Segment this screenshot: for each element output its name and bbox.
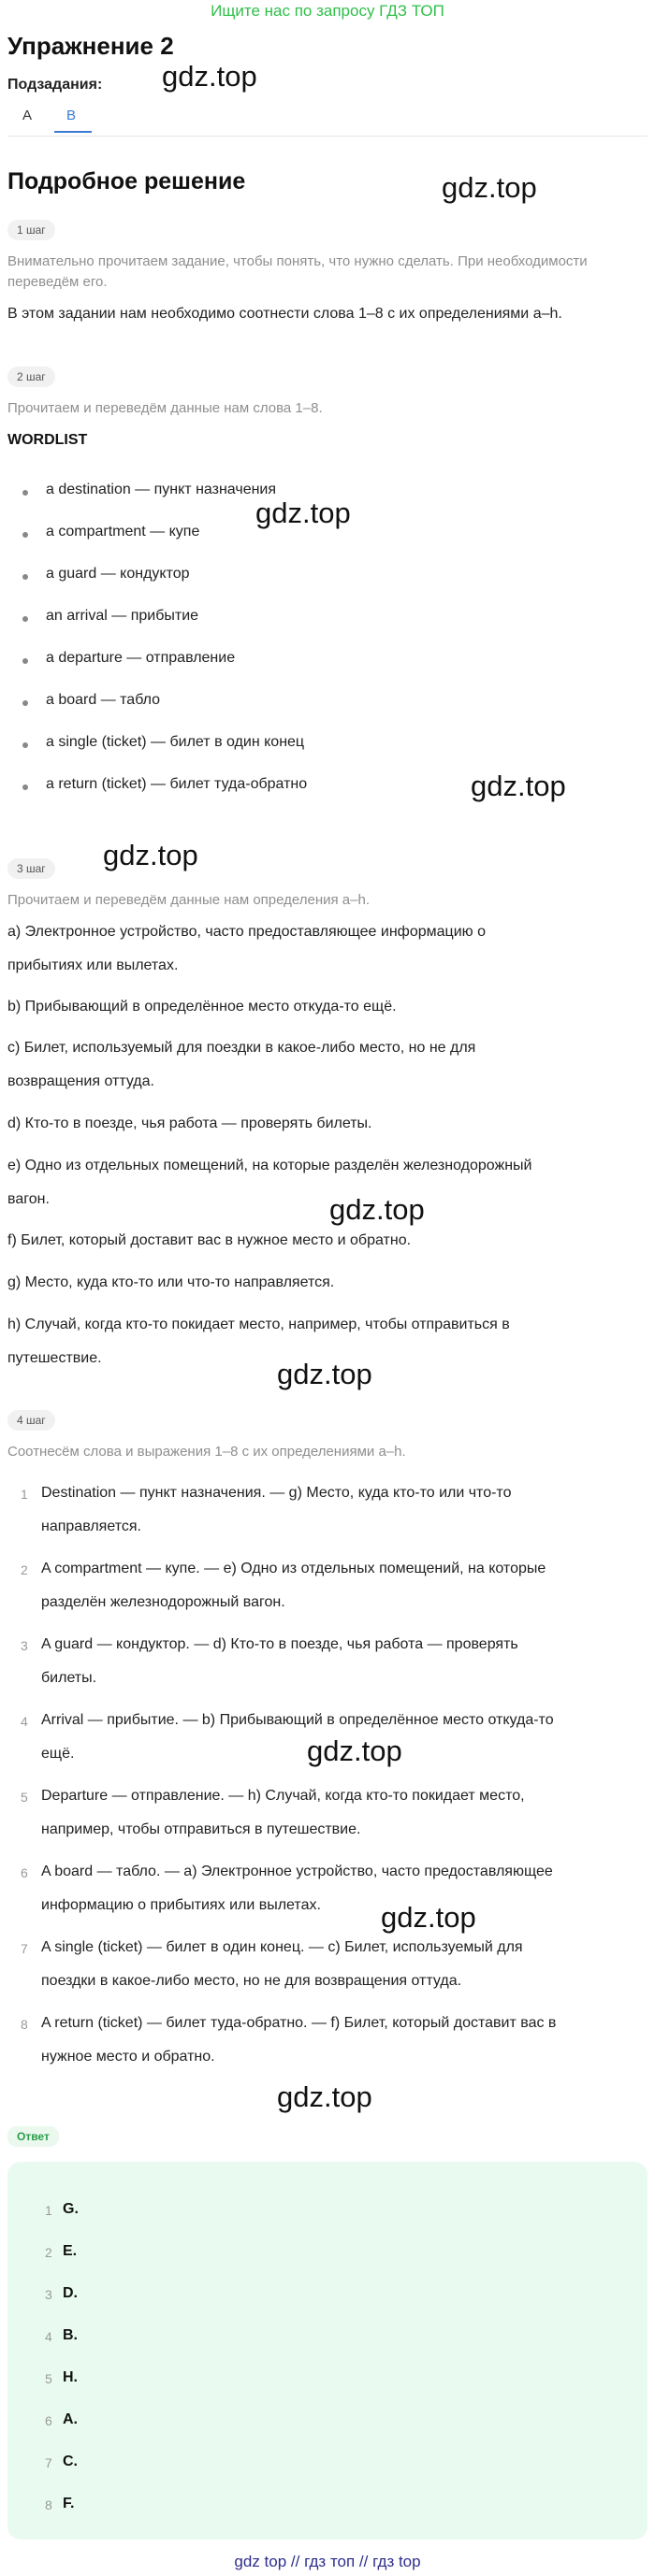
answer-value: C. bbox=[63, 2454, 78, 2469]
bullet bbox=[22, 616, 28, 622]
step-chip: 3 шаг bbox=[7, 858, 55, 879]
watermark: gdz.top bbox=[103, 839, 198, 871]
step-text: В этом задании нам необходимо соотнести слова 1–8 с их определениями a–h. bbox=[7, 306, 562, 322]
watermark: gdz.top bbox=[255, 496, 351, 529]
match-line: A board — табло. — a) Электронное устройство, часто предоставляющее bbox=[41, 1864, 553, 1879]
wordlist-title: WORDLIST bbox=[7, 432, 88, 448]
answer-box bbox=[7, 2162, 648, 2540]
list-item: a return (ticket) — билет туда-обратно bbox=[46, 776, 308, 792]
match-line: нужное место и обратно. bbox=[41, 2049, 215, 2065]
bullet bbox=[22, 784, 28, 790]
list-item: a single (ticket) — билет в один конец bbox=[46, 734, 305, 750]
step-hint: Соотнесём слова и выражения 1–8 с их определениями a–h. bbox=[7, 1444, 406, 1460]
search-banner: Ищите нас по запросу ГДЗ ТОП bbox=[211, 2, 444, 20]
bullet bbox=[22, 574, 28, 580]
page-title: Упражнение 2 bbox=[7, 32, 174, 60]
definition-line: g) Место, куда кто-то или что-то направляется. bbox=[7, 1274, 335, 1290]
bullet bbox=[22, 532, 28, 538]
definition-line: c) Билет, используемый для поездки в какое-либо место, но не для bbox=[7, 1040, 476, 1056]
bullet bbox=[22, 742, 28, 748]
divider bbox=[7, 136, 648, 137]
step-hint: Прочитаем и переведём данные нам слова 1–8. bbox=[7, 400, 323, 416]
match-line: разделён железнодорожный вагон. bbox=[41, 1594, 285, 1610]
list-item: a destination — пункт назначения bbox=[46, 482, 277, 497]
watermark: gdz.top bbox=[381, 1901, 476, 1934]
definition-line: путешествие. bbox=[7, 1350, 102, 1366]
subtasks-label: Подзадания: bbox=[7, 77, 103, 93]
match-line: Destination — пункт назначения. — g) Место, куда кто-то или что-то bbox=[41, 1485, 512, 1501]
tab-b[interactable]: B bbox=[66, 108, 77, 123]
match-line: A compartment — купе. — e) Одно из отдельных помещений, на которые bbox=[41, 1561, 546, 1576]
answer-value: H. bbox=[63, 2369, 78, 2385]
match-line: информацию о прибытиях или вылетах. bbox=[41, 1897, 321, 1913]
definition-line: возвращения оттуда. bbox=[7, 1073, 154, 1089]
step-hint: переведём его. bbox=[7, 274, 108, 290]
answer-number: 6 bbox=[45, 2413, 52, 2428]
bullet bbox=[22, 658, 28, 664]
match-line: например, чтобы отправиться в путешествие. bbox=[41, 1821, 361, 1837]
definition-line: f) Билет, который доставит вас в нужное место и обратно. bbox=[7, 1232, 412, 1248]
definition-line: a) Электронное устройство, часто предоставляющее информацию о bbox=[7, 924, 486, 940]
match-line: направляется. bbox=[41, 1518, 141, 1534]
answer-value: B. bbox=[63, 2327, 78, 2343]
list-item: a guard — кондуктор bbox=[46, 566, 190, 582]
answer-number: 2 bbox=[45, 2245, 52, 2260]
definition-line: b) Прибывающий в определённое место откуда-то ещё. bbox=[7, 999, 397, 1015]
bullet bbox=[22, 700, 28, 706]
match-line: A return (ticket) — билет туда-обратно. — f) Билет, который доставит вас в bbox=[41, 2015, 557, 2031]
list-item: a departure — отправление bbox=[46, 650, 236, 666]
section-title: Подробное решение bbox=[7, 168, 246, 194]
answer-value: A. bbox=[63, 2411, 78, 2427]
definition-line: прибытиях или вылетах. bbox=[7, 957, 179, 973]
answer-number: 4 bbox=[45, 2329, 52, 2344]
list-number: 8 bbox=[21, 2017, 28, 2032]
watermark: gdz.top bbox=[277, 2080, 372, 2113]
bullet bbox=[22, 490, 28, 496]
step-hint: Внимательно прочитаем задание, чтобы понять, что нужно сделать. При необходимости bbox=[7, 253, 588, 269]
answer-value: E. bbox=[63, 2243, 78, 2259]
answer-number: 8 bbox=[45, 2497, 52, 2512]
definition-line: h) Случай, когда кто-то покидает место, например, чтобы отправиться в bbox=[7, 1317, 510, 1332]
answer-number: 3 bbox=[45, 2287, 52, 2302]
answer-number: 5 bbox=[45, 2371, 52, 2386]
list-number: 6 bbox=[21, 1865, 28, 1880]
answer-value: G. bbox=[63, 2201, 79, 2217]
answer-number: 7 bbox=[45, 2455, 52, 2470]
match-line: A single (ticket) — билет в один конец. — c) Билет, используемый для bbox=[41, 1939, 523, 1955]
watermark: gdz.top bbox=[277, 1358, 372, 1390]
match-line: A guard — кондуктор. — d) Кто-то в поезде, чья работа — проверять bbox=[41, 1636, 518, 1652]
list-number: 7 bbox=[21, 1941, 28, 1956]
step-chip: 2 шаг bbox=[7, 367, 55, 387]
answer-value: F. bbox=[63, 2496, 75, 2511]
definition-line: вагон. bbox=[7, 1191, 50, 1207]
list-item: a board — табло bbox=[46, 692, 161, 708]
match-line: Departure — отправление. — h) Случай, когда кто-то покидает место, bbox=[41, 1788, 525, 1804]
list-number: 4 bbox=[21, 1714, 28, 1729]
match-line: поездки в какое-либо место, но не для возвращения оттуда. bbox=[41, 1973, 462, 1989]
footer-links[interactable]: gdz top // гдз топ // гдз top bbox=[234, 2553, 421, 2570]
list-item: an arrival — прибытие bbox=[46, 608, 199, 624]
definition-line: e) Одно из отдельных помещений, на которые разделён железнодорожный bbox=[7, 1158, 532, 1173]
list-item: a compartment — купе bbox=[46, 524, 200, 540]
step-chip: 1 шаг bbox=[7, 220, 55, 240]
watermark: gdz.top bbox=[442, 171, 537, 204]
tab-a[interactable]: A bbox=[22, 108, 33, 123]
list-number: 3 bbox=[21, 1638, 28, 1653]
list-number: 2 bbox=[21, 1562, 28, 1577]
answer-chip: Ответ bbox=[7, 2126, 59, 2147]
definition-line: d) Кто-то в поезде, чья работа — проверять билеты. bbox=[7, 1115, 372, 1131]
step-chip: 4 шаг bbox=[7, 1410, 55, 1431]
match-line: ещё. bbox=[41, 1746, 75, 1762]
answer-value: D. bbox=[63, 2285, 78, 2301]
watermark: gdz.top bbox=[162, 60, 257, 93]
watermark: gdz.top bbox=[471, 770, 566, 802]
list-number: 1 bbox=[21, 1487, 28, 1502]
list-number: 5 bbox=[21, 1790, 28, 1805]
match-line: Arrival — прибытие. — b) Прибывающий в определённое место откуда-то bbox=[41, 1712, 554, 1728]
answer-number: 1 bbox=[45, 2203, 52, 2218]
watermark: gdz.top bbox=[307, 1734, 402, 1767]
match-line: билеты. bbox=[41, 1670, 97, 1686]
active-tab-indicator bbox=[54, 131, 92, 133]
step-hint: Прочитаем и переведём данные нам определения a–h. bbox=[7, 892, 370, 908]
watermark: gdz.top bbox=[329, 1193, 425, 1226]
